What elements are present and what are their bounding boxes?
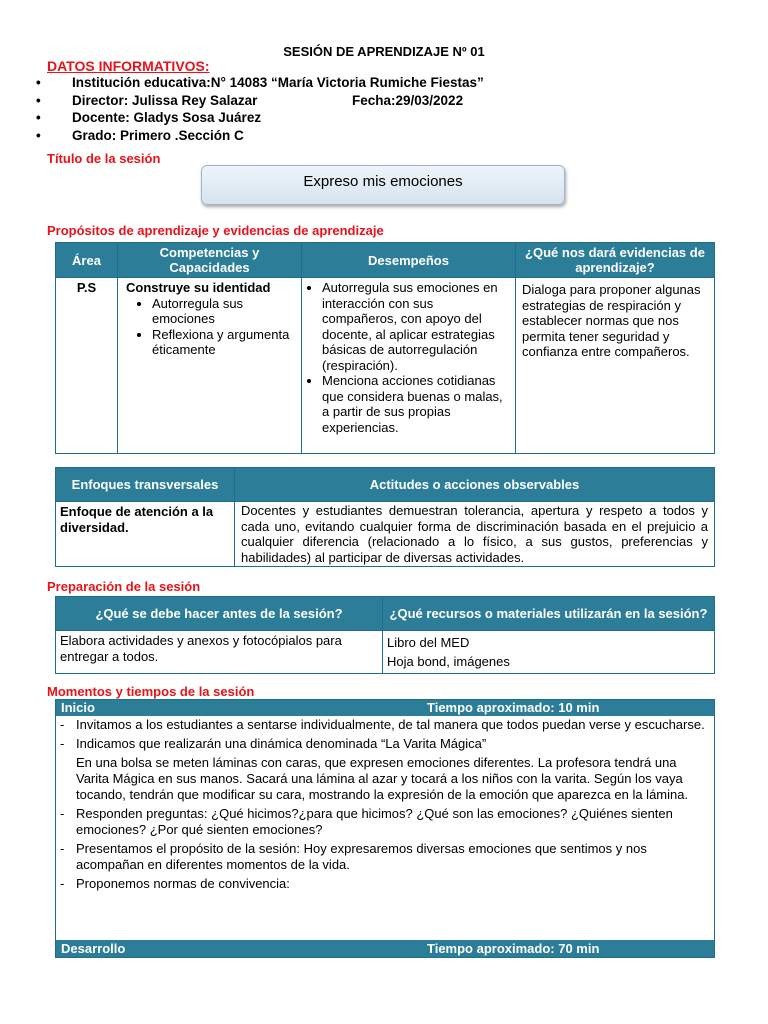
th-recursos: ¿Qué recursos o materiales utilizarán en la sesión? xyxy=(383,597,715,631)
th-antes: ¿Qué se debe hacer antes de la sesión? xyxy=(56,597,383,631)
inicio-list-2 xyxy=(56,806,706,892)
inicio-item: - Proponemos normas de convivencia: xyxy=(60,876,290,891)
preparacion-heading: Preparación de la sesión xyxy=(47,579,201,594)
datos-item-director: • Director: Julissa Rey Salazar Fecha:29/03/2022 xyxy=(36,92,464,108)
cell-evidencias: Dialoga para proponer algunas estrategias de respiración y establecer normas que nos permita tener seguridad y confianza entre compañeros. xyxy=(516,278,715,454)
inicio-item: - Responden preguntas: ¿Qué hicimos?¿para que hicimos? ¿Qué son las emociones? ¿Quiénes sienten emociones? ¿Por qué sienten emociones? xyxy=(60,806,673,837)
inicio-parrafo: En una bolsa se meten láminas con caras, que expresen emociones diferentes. La profesora tendrá una Varita Mágica en sus manos. Sacará una lámina al azar y tocará a los niños con la varita. Según los vaya tocando, tendrán que modificar su cara, mostrando la expresión de la emoción que aparezca en la lámina. xyxy=(76,755,689,802)
desempenos-list xyxy=(302,280,511,435)
cell-competencias xyxy=(118,278,302,454)
inicio-tiempo: Tiempo aproximado: 10 min xyxy=(427,700,600,715)
desempeno-item: • Menciona acciones cotidianas que considera buenas o malas, a partir de sus propias experiencias. xyxy=(322,373,511,435)
desarrollo-label: Desarrollo xyxy=(61,941,126,956)
cell-antes: Elabora actividades y anexos y fotocópialos para entregar a todos. xyxy=(56,631,383,674)
th-desempenos: Desempeños xyxy=(302,243,516,278)
enfoques-table xyxy=(55,467,715,567)
inicio-content xyxy=(56,717,706,895)
inicio-bar xyxy=(56,700,714,716)
momentos-box xyxy=(55,699,715,958)
titulo-sesion-label: Título de la sesión xyxy=(47,151,161,166)
desarrollo-bar xyxy=(56,940,714,957)
capacidades-list xyxy=(122,296,297,358)
momentos-heading: Momentos y tiempos de la sesión xyxy=(47,684,255,699)
cell-desempenos xyxy=(302,278,516,454)
capacidad-item: • Reflexiona y argumenta éticamente xyxy=(152,327,297,358)
cell-enfoque: Enfoque de atención a la diversidad. xyxy=(56,502,235,567)
cell-actitud: Docentes y estudiantes demuestran tolerancia, apertura y respeto a todos y cada uno, evitando cualquier forma de discriminación basada en el prejuicio a cualquier diferencia (relacionado a lo físico, a sus gustos, preferencias y habilidades) al participar de diversas actividades. xyxy=(235,502,715,567)
datos-item-institucion: • Institución educativa:N° 14083 “María Victoria Rumiche Fiestas” xyxy=(36,75,484,90)
titulo-sesion-box: Expreso mis emociones xyxy=(201,165,565,205)
competencia-title: Construye su identidad xyxy=(126,280,271,295)
cell-recursos xyxy=(383,631,715,674)
inicio-item: - Indicamos que realizarán una dinámica denominada “La Varita Mágica” xyxy=(60,736,487,751)
datos-fecha: Fecha:29/03/2022 xyxy=(352,92,464,108)
desempeno-item: • Autorregula sus emociones en interacción con sus compañeros, con apoyo del docente, al aplicar estrategias básicas de autorregulación (respiración). xyxy=(322,280,511,373)
inicio-label: Inicio xyxy=(61,700,95,715)
th-actitudes: Actitudes o acciones observables xyxy=(235,468,715,502)
inicio-list xyxy=(56,717,706,752)
th-area: Área xyxy=(56,243,118,278)
datos-list xyxy=(30,74,484,144)
datos-item-docente: • Docente: Gladys Sosa Juárez xyxy=(36,110,262,125)
inicio-item: - Invitamos a los estudiantes a sentarse individualmente, de tal manera que todos puedan verse y escucharse. xyxy=(60,717,705,732)
th-enfoques: Enfoques transversales xyxy=(56,468,235,502)
propositos-heading: Propósitos de aprendizaje y evidencias de aprendizaje xyxy=(47,223,384,238)
page-title: SESIÓN DE APRENDIZAJE Nº 01 xyxy=(283,44,485,59)
inicio-item: - Presentamos el propósito de la sesión: Hoy expresaremos diversas emociones que sentimos y nos acompañan en diferentes momentos de la vida. xyxy=(60,841,647,872)
preparacion-table xyxy=(55,596,715,674)
th-evidencias: ¿Qué nos dará evidencias de aprendizaje? xyxy=(516,243,715,278)
cell-area: P.S xyxy=(56,278,118,454)
desarrollo-tiempo: Tiempo aproximado: 70 min xyxy=(427,941,600,956)
capacidad-item: • Autorregula sus emociones xyxy=(152,296,297,327)
datos-heading: DATOS INFORMATIVOS: xyxy=(47,58,210,74)
propositos-table xyxy=(55,242,715,454)
datos-item-grado: • Grado: Primero .Sección C xyxy=(36,127,244,143)
th-competencias: Competencias y Capacidades xyxy=(118,243,302,278)
recurso-item: Libro del MED xyxy=(387,635,470,650)
recurso-item: Hoja bond, imágenes xyxy=(387,654,510,669)
